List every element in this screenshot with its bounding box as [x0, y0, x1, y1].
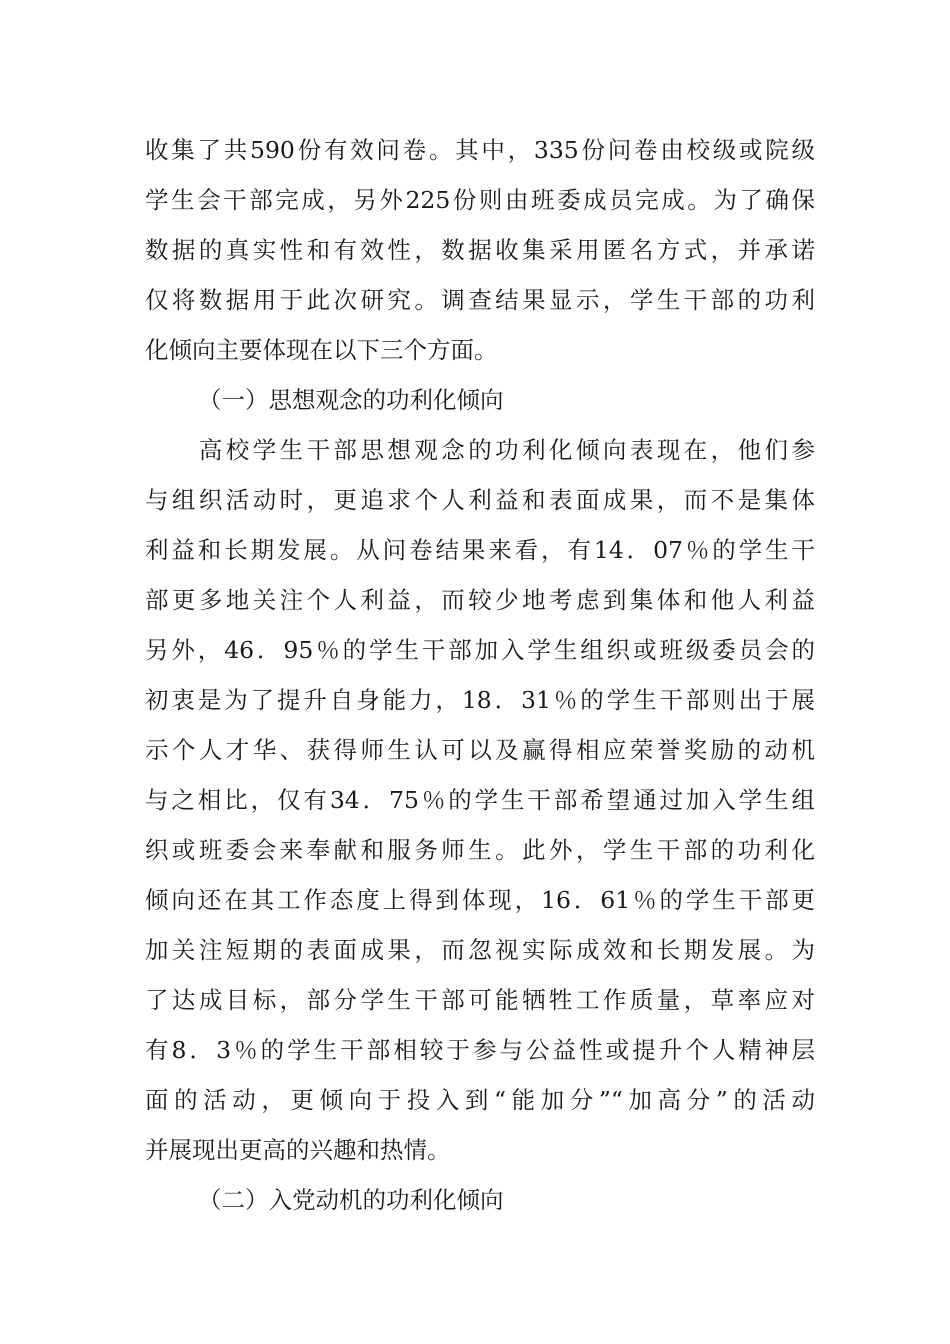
- paragraph-line: 倾向还在其工作态度上得到体现，16．61％的学生干部更: [145, 886, 815, 914]
- paragraph-line: 有8．3％的学生干部相较于参与公益性或提升个人精神层: [145, 1036, 815, 1064]
- paragraph-line: 化倾向主要体现在以下三个方面。: [145, 336, 498, 364]
- section-heading-1: （一）思想观念的功利化倾向: [198, 386, 504, 414]
- paragraph-line: 数据的真实性和有效性，数据收集采用匿名方式，并承诺: [145, 236, 815, 264]
- section-heading-2: （二）入党动机的功利化倾向: [198, 1186, 504, 1214]
- paragraph-line: 织或班委会来奉献和服务师生。此外，学生干部的功利化: [145, 836, 815, 864]
- paragraph-line: 利益和长期发展。从问卷结果来看，有14．07％的学生干: [145, 536, 815, 564]
- paragraph-line: 仅将数据用于此次研究。调查结果显示，学生干部的功利: [145, 286, 815, 314]
- paragraph-line: 高校学生干部思想观念的功利化倾向表现在，他们参: [145, 436, 815, 464]
- paragraph-line: 示个人才华、获得师生认可以及赢得相应荣誉奖励的动机: [145, 736, 815, 764]
- paragraph-line: 与组织活动时，更追求个人利益和表面成果，而不是集体: [145, 486, 815, 514]
- paragraph-line: 收集了共590份有效问卷。其中，335份问卷由校级或院级: [145, 136, 815, 164]
- paragraph-line: 加关注短期的表面成果，而忽视实际成效和长期发展。为: [145, 936, 815, 964]
- paragraph-line: 部更多地关注个人利益，而较少地考虑到集体和他人利益: [145, 586, 815, 614]
- paragraph-line: 了达成目标，部分学生干部可能牺牲工作质量，草率应对: [145, 986, 815, 1014]
- paragraph-line: 学生会干部完成，另外225份则由班委成员完成。为了确保: [145, 186, 815, 214]
- paragraph-line: 面的活动，更倾向于投入到“能加分”“加高分”的活动: [145, 1086, 815, 1114]
- paragraph-line: 与之相比，仅有34．75％的学生干部希望通过加入学生组: [145, 786, 815, 814]
- paragraph-line: 并展现出更高的兴趣和热情。: [145, 1136, 451, 1164]
- paragraph-line: 另外，46．95％的学生干部加入学生组织或班级委员会的: [145, 636, 815, 664]
- paragraph-line: 初衷是为了提升自身能力，18．31％的学生干部则出于展: [145, 686, 815, 714]
